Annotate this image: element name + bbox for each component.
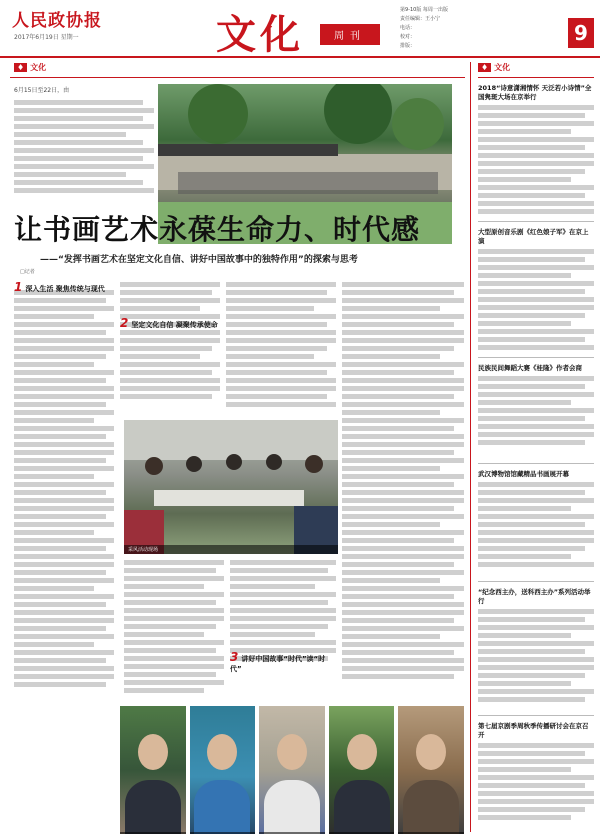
sidebar-article [478,228,594,358]
sidebar-article [478,470,594,582]
text-column [230,560,336,700]
section-label: 文化 [30,63,47,72]
text-column [342,282,464,702]
sidebar-article-title: 民族民间舞蹈大赛《桂隆》作者会商 [478,364,582,372]
page-number: 9 [568,18,594,48]
text-column [14,282,114,702]
subtitle-text: 深入生活 聚焦传统与现代 [25,285,105,293]
sidebar-label: 文化 [494,63,511,72]
text-column [124,560,224,700]
intro-text: 6月15日至22日，由 [14,87,70,94]
section-header [10,62,465,78]
editor-info [400,6,448,51]
editor-line: 责任编辑：王小宁 [400,16,441,22]
section-tag: 周刊 [320,24,380,45]
masthead [0,0,600,58]
subheadline: ——“发挥书画艺术在坚定文化自信、讲好中国故事中的独特作用”的探索与思考 [40,255,358,265]
subtitle-number: 2 [120,316,129,330]
sidebar-article [478,364,594,464]
text-column [226,282,336,416]
sidebar-article-title: 大型原创音乐剧《红色娘子军》在京上演 [478,228,589,245]
portrait-caption [190,832,256,834]
photo-caption: 采风活动现场 [124,545,338,554]
byline: □记者 [20,269,35,275]
editor-line: 排版： [400,43,416,49]
intro-paragraph [14,86,154,196]
portrait-strip [120,706,464,834]
section-mark: ♦ [14,63,27,72]
section-subtitle [120,318,218,330]
portrait-caption [259,832,325,834]
sidebar-article-title: “纪念西主办，送科西主办”系列活动举行 [478,588,591,605]
subtitle-text: 坚定文化自信 凝聚传承使命 [131,321,218,329]
event-photo [124,420,338,554]
portrait-photo [259,706,325,834]
portrait-photo [120,706,186,834]
issue-date: 2017年6月19日 星期一 [14,34,79,41]
portrait-caption [398,832,464,834]
subtitle-number: 1 [14,282,23,294]
sidebar-mark: ♦ [478,63,491,72]
sidebar-article-title: 武汉博物馆馆藏精品书画展开幕 [478,470,569,478]
subtitle-number: 3 [230,650,239,664]
section-subtitle [14,282,105,294]
editor-line: 校对： [400,34,416,40]
newspaper-logo: 人民政协报 [12,11,102,31]
sidebar-article-title: 第七届京剧季周秋季传播研讨会在京召开 [478,722,589,739]
portrait-caption [120,832,186,834]
editor-line: 电话： [400,25,416,31]
event-photo-scene [124,420,338,554]
sidebar-article-title: 2018“诗意潇湘情怀 天泛若小诗情”全国隽斑大场在京举行 [478,84,592,101]
section-title: 文化 [216,11,304,58]
sidebar-article [478,722,594,832]
sidebar-header [478,62,594,78]
editor-line: 第9-10版 每周一出版 [400,7,448,13]
portrait-photo [329,706,395,834]
sidebar-article [478,588,594,716]
portrait-photo [398,706,464,834]
headline: 让书画艺术永葆生命力、时代感 [14,213,421,246]
subtitle-text: 讲好中国故事“时代”读“时代” [230,655,326,673]
section-subtitle [230,652,336,674]
portrait-caption [329,832,395,834]
column-divider [470,62,471,832]
portrait-photo [190,706,256,834]
text-column [120,282,220,416]
sidebar-article [478,84,594,222]
